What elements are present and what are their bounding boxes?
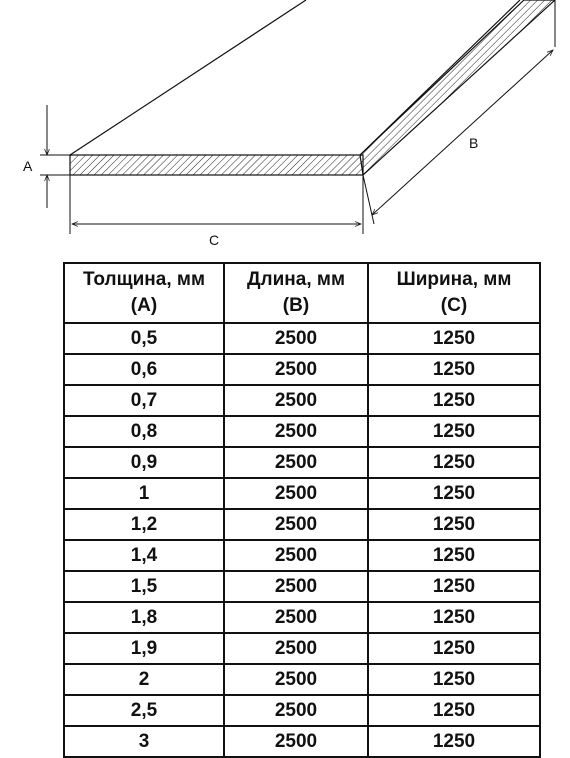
cell-thickness: 1,4 — [64, 540, 224, 571]
table-row — [64, 695, 540, 726]
cell-length: 2500 — [224, 447, 368, 478]
cell-length: 2500 — [224, 416, 368, 447]
cell-thickness: 0,7 — [64, 385, 224, 416]
cell-length: 2500 — [224, 385, 368, 416]
cell-thickness: 1,5 — [64, 571, 224, 602]
cell-width: 1250 — [368, 478, 540, 509]
header-width — [368, 263, 540, 323]
cell-length: 2500 — [224, 633, 368, 664]
header-thickness-code: (A) — [130, 295, 158, 316]
cell-thickness: 0,6 — [64, 354, 224, 385]
cell-thickness: 2,5 — [64, 695, 224, 726]
cell-width: 1250 — [368, 323, 540, 354]
cell-width: 1250 — [368, 385, 540, 416]
table-row — [64, 571, 540, 602]
cell-width: 1250 — [368, 695, 540, 726]
table-row — [64, 664, 540, 695]
cell-width: 1250 — [368, 447, 540, 478]
label-c: C — [209, 232, 220, 248]
table-row — [64, 633, 540, 664]
cell-thickness: 1,9 — [64, 633, 224, 664]
sheet-front-edge — [70, 155, 363, 175]
header-length-label: Длина, мм — [247, 269, 345, 290]
cell-thickness: 2 — [64, 664, 224, 695]
dimension-a — [23, 105, 70, 208]
cell-length: 2500 — [224, 540, 368, 571]
table-row — [64, 540, 540, 571]
header-length-code: (B) — [282, 295, 310, 316]
cell-length: 2500 — [224, 726, 368, 757]
label-b: B — [469, 135, 479, 151]
cell-thickness: 0,9 — [64, 447, 224, 478]
sheet-dimension-diagram — [0, 0, 570, 262]
table-row — [64, 509, 540, 540]
table-row — [64, 602, 540, 633]
header-thickness — [64, 263, 224, 323]
cell-width: 1250 — [368, 633, 540, 664]
header-thickness-label: Толщина, мм — [82, 269, 206, 290]
table-row — [64, 726, 540, 757]
table-row — [64, 385, 540, 416]
cell-width: 1250 — [368, 664, 540, 695]
cell-length: 2500 — [224, 664, 368, 695]
cell-length: 2500 — [224, 509, 368, 540]
label-a: A — [23, 158, 33, 174]
cell-length: 2500 — [224, 354, 368, 385]
table-row — [64, 447, 540, 478]
cell-width: 1250 — [368, 571, 540, 602]
cell-length: 2500 — [224, 478, 368, 509]
cell-thickness: 1 — [64, 478, 224, 509]
cell-thickness: 0,8 — [64, 416, 224, 447]
table-row — [64, 323, 540, 354]
cell-width: 1250 — [368, 540, 540, 571]
header-width-code: (C) — [440, 295, 468, 316]
cell-thickness: 1,2 — [64, 509, 224, 540]
table-row — [64, 478, 540, 509]
cell-thickness: 0,5 — [64, 323, 224, 354]
dimension-b — [363, 0, 555, 224]
cell-length: 2500 — [224, 602, 368, 633]
cell-width: 1250 — [368, 354, 540, 385]
cell-width: 1250 — [368, 602, 540, 633]
cell-thickness: 1,8 — [64, 602, 224, 633]
cell-thickness: 3 — [64, 726, 224, 757]
table-row — [64, 354, 540, 385]
cell-width: 1250 — [368, 726, 540, 757]
table-row — [64, 416, 540, 447]
cell-length: 2500 — [224, 695, 368, 726]
cell-length: 2500 — [224, 323, 368, 354]
dimension-c — [70, 175, 363, 248]
sheet-size-table — [63, 262, 541, 758]
table-header-row — [64, 263, 540, 323]
cell-width: 1250 — [368, 416, 540, 447]
cell-width: 1250 — [368, 509, 540, 540]
sheet-side-edge — [360, 0, 555, 175]
header-width-label: Ширина, мм — [396, 269, 512, 290]
header-length — [224, 263, 368, 323]
cell-length: 2500 — [224, 571, 368, 602]
